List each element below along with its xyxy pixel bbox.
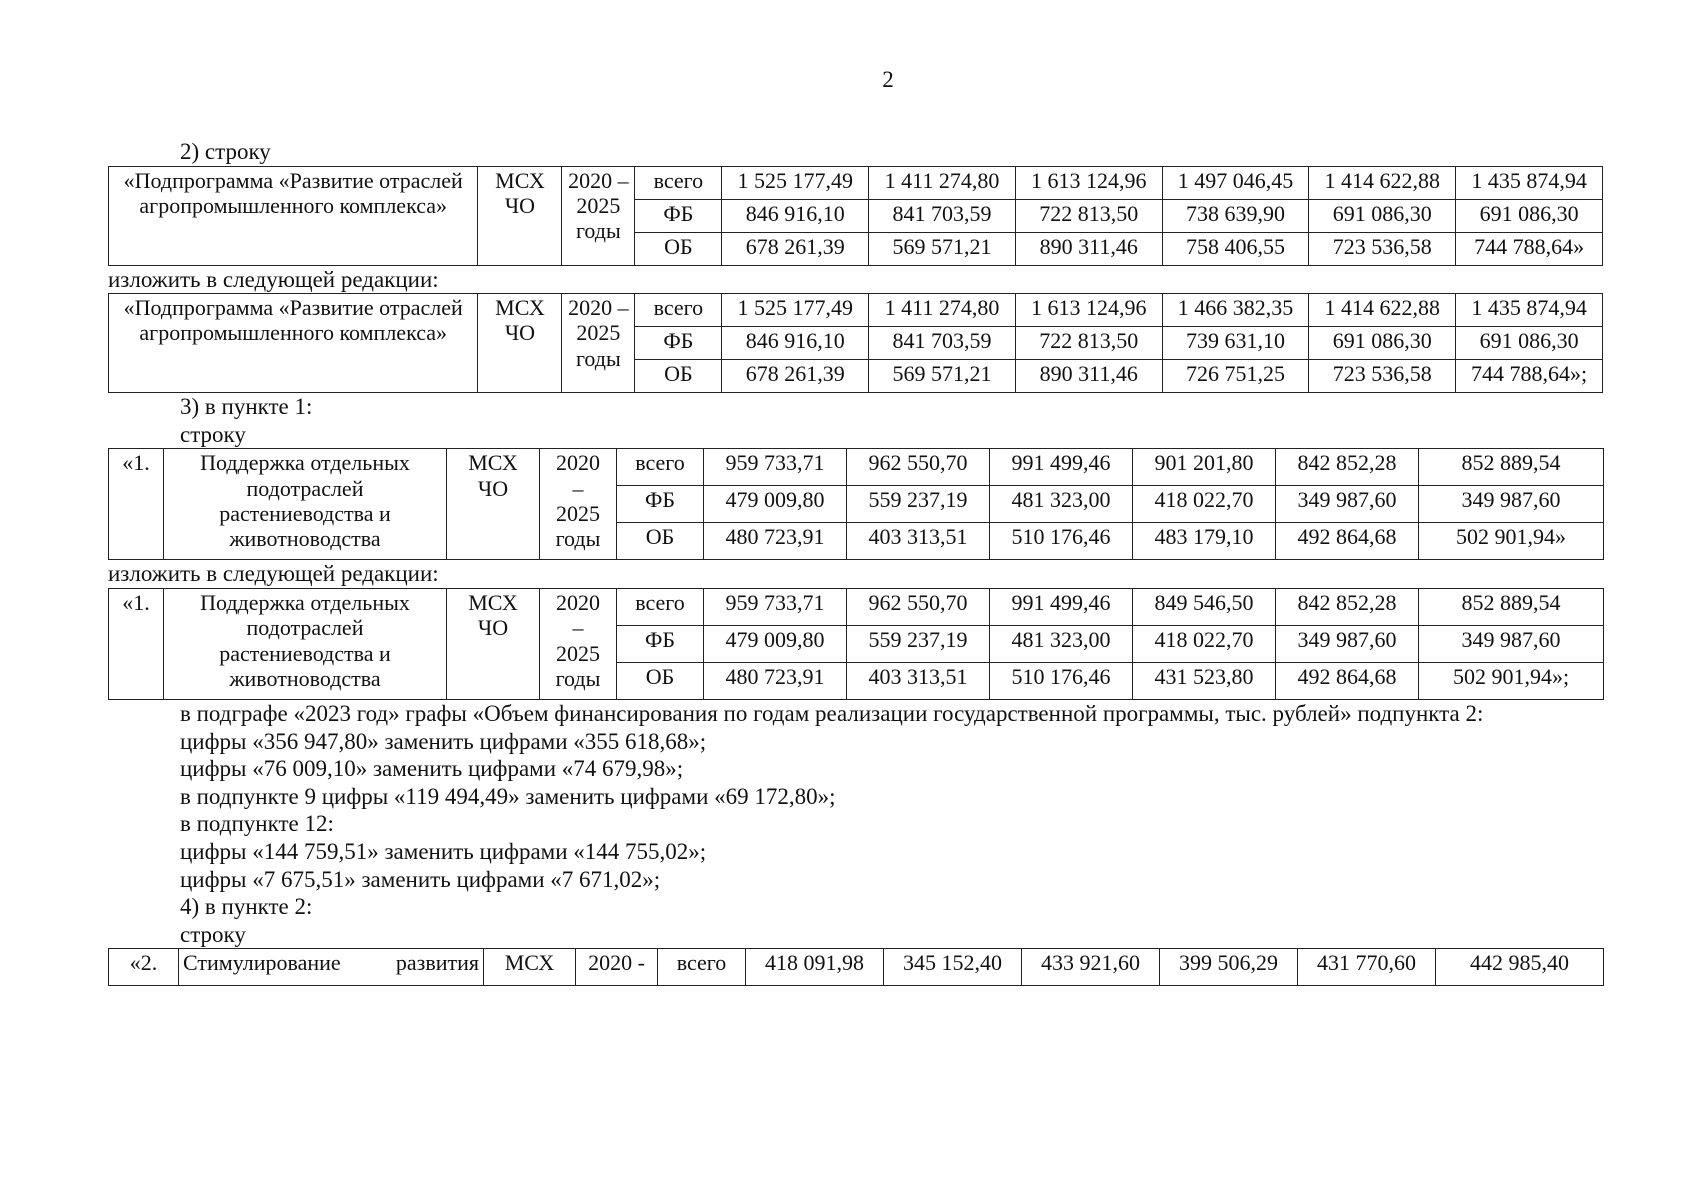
executor: МСХ ЧО [478, 166, 562, 265]
row-label: ОБ [635, 232, 722, 265]
item-number: «1. [109, 449, 164, 560]
section-3-sub: строку [180, 421, 246, 447]
text-paragraph-2: цифры «356 947,80» заменить цифрами «355 618,68»; [180, 728, 707, 754]
value-cell: 418 022,70 [1133, 625, 1276, 662]
item-number: «2. [109, 949, 179, 986]
value-cell: 481 323,00 [990, 486, 1133, 523]
executor: МСХ ЧО [478, 294, 562, 393]
section-3-after-label: изложить в следующей редакции: [108, 561, 439, 587]
value-cell: 744 788,64»; [1456, 360, 1603, 393]
value-cell: 510 176,46 [990, 523, 1133, 560]
row-label: ФБ [617, 486, 704, 523]
item-number: «1. [109, 588, 164, 699]
row-label: ОБ [617, 523, 704, 560]
value-cell: 1 525 177,49 [722, 166, 869, 199]
value-cell: 691 086,30 [1456, 199, 1603, 232]
row-label: ФБ [635, 327, 722, 360]
text-paragraph-7: цифры «7 675,51» заменить цифрами «7 671,02»; [180, 866, 661, 892]
value-cell: 1 411 274,80 [869, 166, 1016, 199]
value-cell: 349 987,60 [1276, 625, 1419, 662]
subprogram-name: «Подпрограмма «Развитие отраслей агропромышленного комплекса» [109, 166, 478, 265]
value-cell: 723 536,58 [1309, 232, 1456, 265]
value-cell: 722 813,50 [1015, 199, 1162, 232]
value-cell: 1 613 124,96 [1015, 166, 1162, 199]
value-cell: 738 639,90 [1162, 199, 1309, 232]
value-cell: 962 550,70 [847, 449, 990, 486]
value-cell: 480 723,91 [704, 662, 847, 699]
value-cell: 569 571,21 [869, 360, 1016, 393]
value-cell: 431 770,60 [1298, 949, 1436, 986]
value-cell: 962 550,70 [847, 588, 990, 625]
value-cell: 678 261,39 [722, 232, 869, 265]
value-cell: 691 086,30 [1309, 327, 1456, 360]
value-cell: 901 201,80 [1133, 449, 1276, 486]
row-label: всего [617, 449, 704, 486]
executor: МСХ ЧО [447, 588, 540, 699]
row-label: ОБ [635, 360, 722, 393]
text-paragraph-4: в подпункте 9 цифры «119 494,49» заменить цифрами «69 172,80»; [180, 783, 836, 809]
row-label: ФБ [635, 199, 722, 232]
value-cell: 403 313,51 [847, 662, 990, 699]
item-name [179, 949, 484, 986]
value-cell: 991 499,46 [990, 588, 1133, 625]
period: 2020 – 2025 годы [562, 166, 635, 265]
value-cell: 1 525 177,49 [722, 294, 869, 327]
value-cell: 722 813,50 [1015, 327, 1162, 360]
text-paragraph-3: цифры «76 009,10» заменить цифрами «74 679,98»; [180, 756, 684, 782]
subprogram-table-old [108, 166, 1603, 266]
value-cell: 1 411 274,80 [869, 294, 1016, 327]
row-label: ОБ [617, 662, 704, 699]
value-cell: 1 414 622,88 [1309, 294, 1456, 327]
item1-table-old [108, 448, 1604, 560]
value-cell: 959 733,71 [704, 588, 847, 625]
item-name-part: Стимулирование [183, 950, 341, 976]
item2-table-old [108, 948, 1604, 986]
value-cell: 991 499,46 [990, 449, 1133, 486]
item-name-part: развития [395, 950, 479, 976]
value-cell: 723 536,58 [1309, 360, 1456, 393]
value-cell: 559 237,19 [847, 486, 990, 523]
text-paragraph-6: цифры «144 759,51» заменить цифрами «144 755,02»; [180, 838, 707, 864]
executor: МСХ [484, 949, 576, 986]
value-cell: 1 466 382,35 [1162, 294, 1309, 327]
value-cell: 1 497 046,45 [1162, 166, 1309, 199]
period [540, 449, 617, 560]
text-paragraph-1: в подграфе «2023 год» графы «Объем финансирования по годам реализации государственной программы, тыс. рублей» подпункта 2: [180, 700, 1484, 726]
value-cell: 559 237,19 [847, 625, 990, 662]
value-cell: 479 009,80 [704, 625, 847, 662]
period: 2020 - [576, 949, 658, 986]
value-cell: 349 987,60 [1276, 486, 1419, 523]
value-cell: 959 733,71 [704, 449, 847, 486]
section-3-heading: 3) в пункте 1: [180, 394, 313, 420]
subprogram-name: «Подпрограмма «Развитие отраслей агропромышленного комплекса» [109, 294, 478, 393]
item-name: Поддержка отдельных подотраслей растениеводства и животноводства [164, 588, 447, 699]
value-cell: 480 723,91 [704, 523, 847, 560]
value-cell: 418 022,70 [1133, 486, 1276, 523]
row-label: всего [617, 588, 704, 625]
period-dash: – [572, 615, 584, 641]
value-cell: 678 261,39 [722, 360, 869, 393]
executor: МСХ ЧО [447, 449, 540, 560]
text-paragraph-8: 4) в пункте 2: [180, 894, 313, 920]
value-cell: 890 311,46 [1015, 360, 1162, 393]
row-label: всего [635, 294, 722, 327]
item1-table-new [108, 588, 1604, 700]
period: 2020 – 2025 годы [562, 294, 635, 393]
value-cell: 418 091,98 [746, 949, 884, 986]
value-cell: 399 506,29 [1160, 949, 1298, 986]
row-label: ФБ [617, 625, 704, 662]
subprogram-table-new [108, 293, 1603, 393]
value-cell: 758 406,55 [1162, 232, 1309, 265]
period-start: 2020 [556, 450, 600, 476]
value-cell: 569 571,21 [869, 232, 1016, 265]
value-cell: 842 852,28 [1276, 449, 1419, 486]
value-cell: 842 852,28 [1276, 588, 1419, 625]
value-cell: 479 009,80 [704, 486, 847, 523]
value-cell: 849 546,50 [1133, 588, 1276, 625]
value-cell: 852 889,54 [1419, 588, 1604, 625]
item-name: Поддержка отдельных подотраслей растениеводства и животноводства [164, 449, 447, 560]
text-paragraph-5: в подпункте 12: [180, 811, 334, 837]
value-cell: 1 435 874,94 [1456, 294, 1603, 327]
value-cell: 726 751,25 [1162, 360, 1309, 393]
value-cell: 502 901,94» [1419, 523, 1604, 560]
value-cell: 349 987,60 [1419, 486, 1604, 523]
value-cell: 403 313,51 [847, 523, 990, 560]
value-cell: 502 901,94»; [1419, 662, 1604, 699]
value-cell: 846 916,10 [722, 327, 869, 360]
document-body [108, 138, 1608, 986]
value-cell: 510 176,46 [990, 662, 1133, 699]
text-paragraph-9: строку [180, 921, 246, 947]
period-start: 2020 [556, 589, 600, 615]
section-2-heading: 2) строку [180, 139, 271, 164]
value-cell: 345 152,40 [884, 949, 1022, 986]
value-cell: 349 987,60 [1419, 625, 1604, 662]
value-cell: 1 613 124,96 [1015, 294, 1162, 327]
value-cell: 841 703,59 [869, 199, 1016, 232]
period [540, 588, 617, 699]
value-cell: 492 864,68 [1276, 523, 1419, 560]
value-cell: 483 179,10 [1133, 523, 1276, 560]
value-cell: 1 435 874,94 [1456, 166, 1603, 199]
period-word: годы [555, 665, 601, 691]
section-2-after-label: изложить в следующей редакции: [108, 266, 439, 292]
value-cell: 492 864,68 [1276, 662, 1419, 699]
page-number: 2 [882, 67, 894, 92]
period-dash: – [572, 475, 584, 501]
row-label: всего [635, 166, 722, 199]
value-cell: 433 921,60 [1022, 949, 1160, 986]
value-cell: 431 523,80 [1133, 662, 1276, 699]
value-cell: 890 311,46 [1015, 232, 1162, 265]
value-cell: 691 086,30 [1309, 199, 1456, 232]
row-label: всего [658, 949, 746, 986]
value-cell: 841 703,59 [869, 327, 1016, 360]
value-cell: 852 889,54 [1419, 449, 1604, 486]
value-cell: 1 414 622,88 [1309, 166, 1456, 199]
value-cell: 481 323,00 [990, 625, 1133, 662]
value-cell: 739 631,10 [1162, 327, 1309, 360]
value-cell: 846 916,10 [722, 199, 869, 232]
period-end: 2025 [556, 500, 600, 526]
value-cell: 691 086,30 [1456, 327, 1603, 360]
value-cell: 442 985,40 [1436, 949, 1604, 986]
period-end: 2025 [556, 640, 600, 666]
value-cell: 744 788,64» [1456, 232, 1603, 265]
period-word: годы [555, 526, 601, 552]
